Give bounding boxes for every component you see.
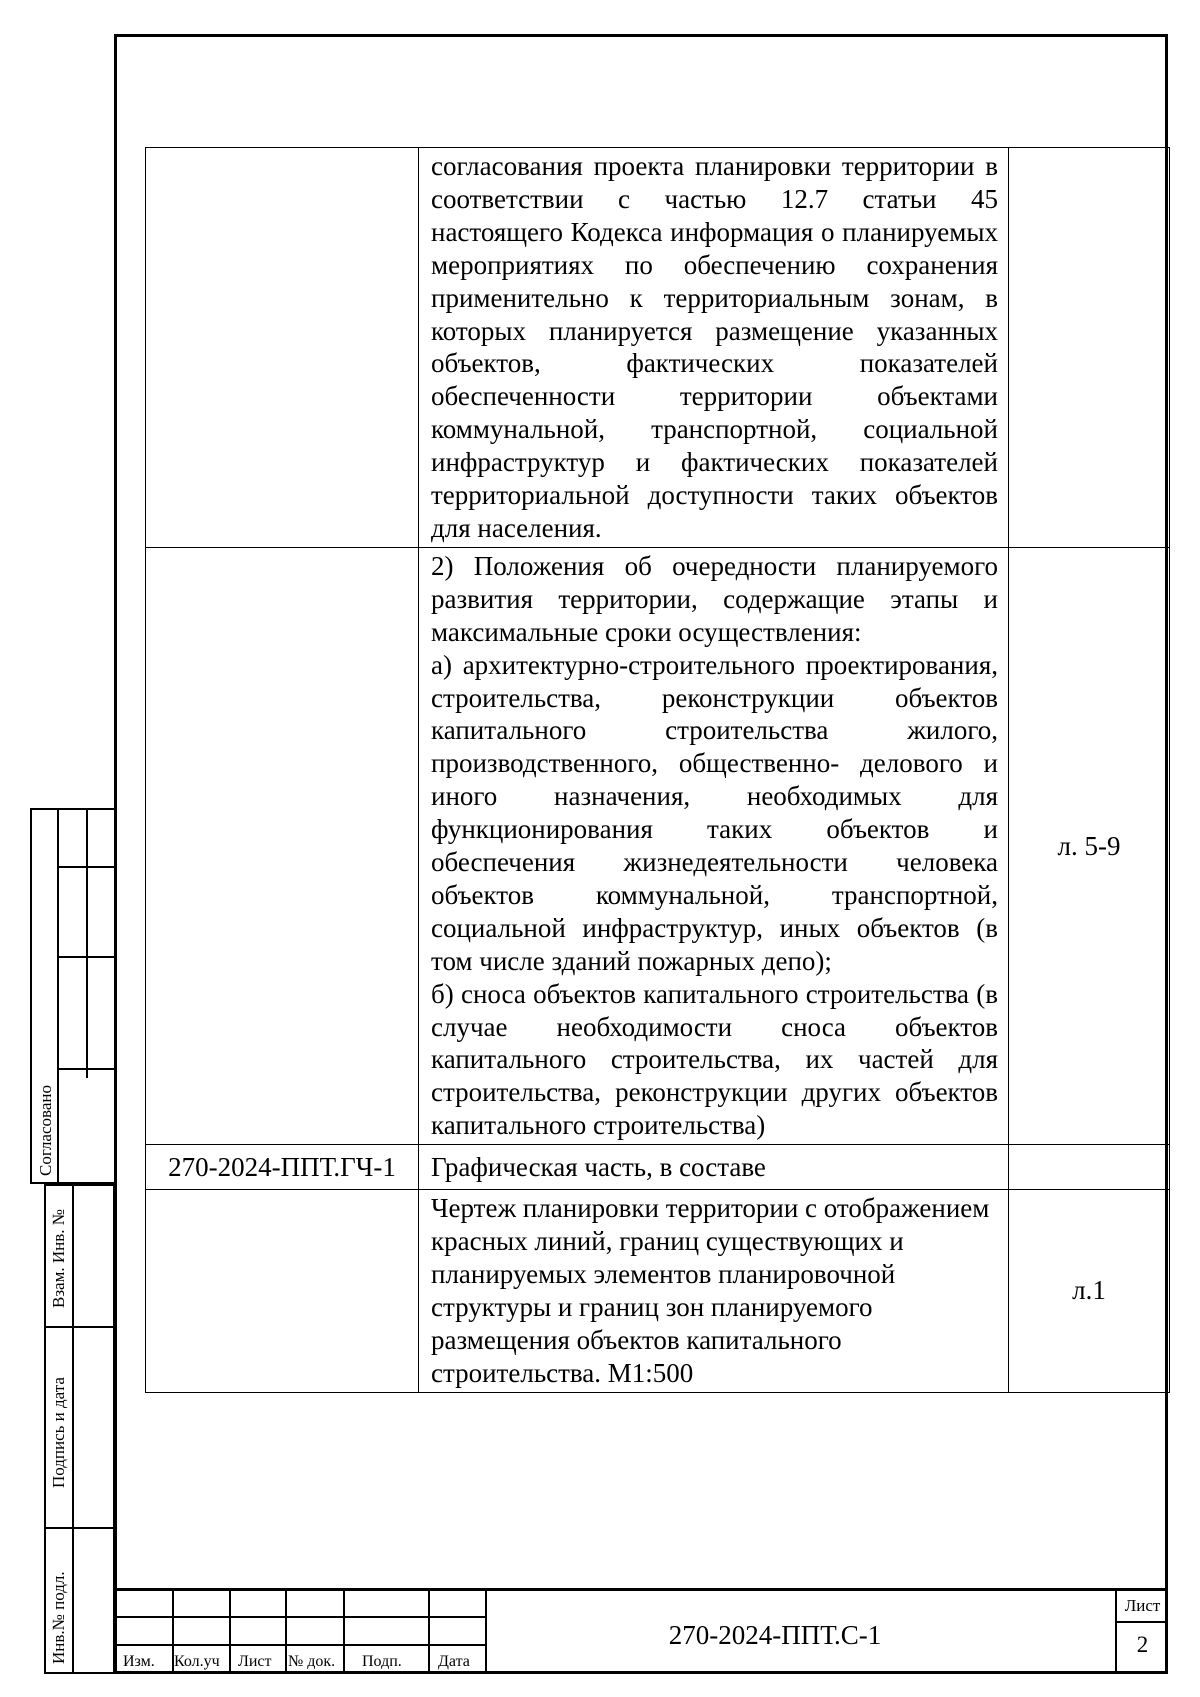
col-date-label: Дата bbox=[438, 1653, 470, 1670]
col-doc-label: № док. bbox=[288, 1653, 336, 1670]
page-ref-cell bbox=[1009, 1145, 1170, 1190]
agreed-label: Согласовано bbox=[36, 1085, 55, 1176]
page-ref-cell: л. 5-9 bbox=[1009, 547, 1170, 1144]
doc-code-cell bbox=[146, 148, 419, 548]
agreed-strip-hline bbox=[57, 1068, 114, 1070]
title-block-col-line bbox=[343, 1588, 345, 1674]
table-row bbox=[146, 547, 1170, 1144]
table-row bbox=[146, 1190, 1170, 1392]
agreed-strip-divider bbox=[86, 808, 88, 1078]
inv-orig-label: Инв.№ подл. bbox=[49, 1571, 68, 1664]
col-izm-label: Изм. bbox=[123, 1653, 155, 1670]
col-list-label: Лист bbox=[238, 1653, 272, 1670]
description-cell-wrap bbox=[419, 547, 1009, 1144]
title-block-top-line bbox=[114, 1588, 1168, 1591]
title-block-row-line bbox=[114, 1644, 486, 1646]
sheet-label: Лист bbox=[1124, 1596, 1161, 1615]
title-block-col-line bbox=[285, 1588, 287, 1674]
col-kolvo-label: Кол.уч bbox=[174, 1653, 220, 1670]
sign-date-label: Подпись и дата bbox=[49, 1377, 68, 1488]
replace-inv-label: Взам. Инв. № bbox=[49, 1209, 68, 1308]
doc-code-cell bbox=[146, 1190, 419, 1392]
page-ref-cell bbox=[1009, 148, 1170, 548]
description-cell: Графическая часть, в составе bbox=[419, 1145, 1009, 1190]
description-cell: согласования проекта планировки территории в соответствии с частью 12.7 статьи 45 настоящего Кодекса информация о планируемых мероприятиях по обеспечению сохранения применительно к территориальным зонам, в которых планируется размещение указанных объектов, фактических показателей обеспеченности территории объектами коммунальной, транспортной, социальной инфраструктур и фактических показателей территориальной доступности таких объектов для населения. bbox=[419, 148, 1009, 548]
contents-table bbox=[145, 147, 1170, 1393]
table-row bbox=[146, 1145, 1170, 1190]
inv-strip-hline bbox=[44, 1527, 114, 1529]
table-row bbox=[146, 148, 1170, 548]
description-cell: 2) Положения об очередности планируемого развития территории, содержащие этапы и максимальные сроки осуществления: а) архитектурно-строительного проектирования, строительства, реконструкции объектов капитального строительства жилого, производственного, общественно- делового и иного назначения, необходимых для функционирования таких объектов и обеспечения жизнедеятельности человека объектов коммунальной, транспортной, социальной инфраструктур, иных объектов (в том числе зданий пожарных депо); б) сноса объектов капитального строительства (в случае необходимости сноса объектов капитального строительства, их частей для строительства, реконструкции других объектов капитального строительства) bbox=[431, 550, 998, 1141]
agreed-strip-hline bbox=[57, 866, 114, 868]
document-code: 270-2024-ППТ.С-1 bbox=[668, 1620, 882, 1650]
title-block-col-line bbox=[229, 1588, 231, 1674]
description-cell: Чертеж планировки территории с отображением красных линий, границ существующих и планируемых элементов планировочной структуры и границ зон планируемого размещения объектов капитального строительства. М1:500 bbox=[419, 1190, 1009, 1392]
col-sign-label: Подп. bbox=[362, 1653, 402, 1670]
title-block-row-line bbox=[114, 1616, 486, 1618]
agreed-strip-divider bbox=[57, 808, 59, 1184]
title-block-row-line bbox=[1115, 1621, 1168, 1623]
inv-strip-divider bbox=[72, 1184, 74, 1674]
agreed-strip-hline bbox=[57, 956, 114, 958]
page-ref-cell: л.1 bbox=[1009, 1190, 1170, 1392]
title-block-col-line bbox=[485, 1588, 487, 1674]
doc-code-cell bbox=[146, 547, 419, 1144]
doc-code-cell: 270-2024-ППТ.ГЧ-1 bbox=[146, 1145, 419, 1190]
inv-strip-hline bbox=[44, 1326, 114, 1328]
title-block-col-line bbox=[428, 1588, 430, 1674]
sheet-number: 2 bbox=[1136, 1632, 1149, 1657]
